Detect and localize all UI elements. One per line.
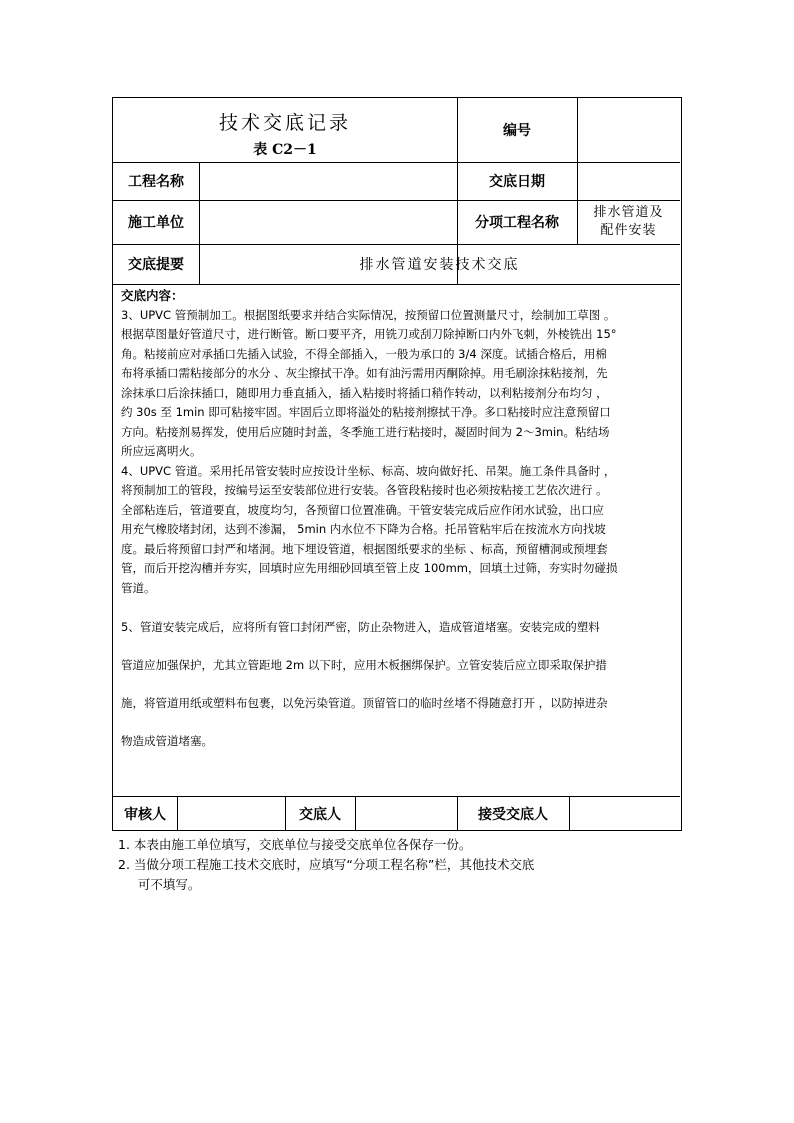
number-label: 编号 [503,123,531,139]
content-line: 施，将管道用纸或塑料布包裹，以免污染管道。顶留管口的临时丝堵不得随意打开 ，以防掉进杂 [121,696,608,710]
content-line: 3、UPVC 管预制加工。根据图纸要求并结合实际情况，按预留口位置测量尺寸，绘制加工草图 。 [121,307,616,322]
note-line: 1. 本表由施工单位填写，交底单位与接受交底单位各保存一份。 [118,837,472,852]
content-heading: 交底内容： [121,288,184,303]
content-line: 所应远离明火。 [121,444,202,458]
content-paragraphs-b [121,608,677,760]
disclosure-content [121,286,677,760]
sub-project-field[interactable] [577,200,680,244]
project-name-field[interactable] [199,162,457,200]
content-line: 布将承插口需粘接部分的水分 、灰尘擦拭干净。如有油污需用丙酮除掉。用毛刷涂抹粘接剂，先 [121,366,608,380]
form-title: 技术交底记录 [218,111,351,134]
content-line: 方向。粘接剂易挥发，使用后应随时封盖，冬季施工进行粘接时，凝固时间为 2～3min。粘结场 [121,424,610,439]
summary-field[interactable]: 排水管道安装技术交底 [359,257,520,273]
content-line: 用充气橡胶堵封闭，达到不渗漏， 5min 内水位不下降为合格。托吊管粘牢后在按流水方向找坡 [121,522,606,536]
receiver-label: 接受交底人 [478,806,548,823]
note-line: 2. 当做分项工程施工技术交底时，应填写“分项工程名称”栏，其他技术交底 [118,857,535,872]
reviewer-label: 审核人 [124,806,166,823]
content-line: 角。粘接前应对承插口先插入试验，不得全部插入，一般为承口的 3/4 深度。试插合格后，用棉 [121,346,607,361]
content-line: 4、UPVC 管道。采用托吊管安装时应按设计坐标、标高、坡向做好托、吊架。施工条件具备时 ， [121,463,616,478]
receiver-field[interactable] [569,796,680,831]
sub-project-label: 分项工程名称 [475,215,559,231]
form-notes [118,835,688,895]
discloser-label: 交底人 [299,806,341,823]
disclosure-date-label: 交底日期 [489,174,545,190]
sub-project-value-line: 配件安装 [600,223,657,238]
reviewer-field[interactable] [177,796,285,831]
content-line: 管道应加强保护，尤其立管距地 2m 以下时，应用木板捆绑保护。立管安装后应立即采取保护措 [121,658,607,672]
content-line: 约 30s 至 1min 即可粘接牢固。牢固后立即将溢处的粘接剂擦拭干净。多口粘接时应注意预留口 [121,405,611,419]
content-line: 涂抹承口后涂抹插口，随即用力垂直插入，插入粘接时将插口稍作转动，以利粘接剂分布均匀 ， [121,385,608,400]
content-line: 根据草图量好管道尺寸，进行断管。断口要平齐，用铣刀或刮刀除掉断口内外飞刺，外棱铣出 15° [121,327,617,341]
content-line: 度。最后将预留口封严和堵洞。地下埋设管道，根据图纸要求的坐标 、标高，预留槽洞或预埋套 [121,541,608,556]
content-line: 物造成管道堵塞。 [121,734,213,748]
row-divider [113,284,680,285]
project-name-label: 工程名称 [128,174,184,190]
construction-unit-field[interactable] [199,200,457,244]
disclosure-date-field[interactable] [577,162,680,200]
content-line: 管道。 [121,580,156,595]
sub-project-value-line: 排水管道及 [593,205,664,220]
content-line: 管，而后开挖沟槽并夯实，回填时应先用细砂回填至管上皮 100mm，回填土过筛，夯实时勿碰损 [121,561,618,575]
discloser-field[interactable] [355,796,457,831]
content-line: 5、管道安装完成后，应将所有管口封闭严密，防止杂物进入，造成管道堵塞。安装完成的塑料 [121,620,600,634]
content-line: 全部粘连后，管道要直，坡度均匀，各预留口位置准确。干管安装完成后应作闭水试验，出口应 [121,502,604,517]
content-paragraphs-a [121,306,677,599]
form-code: 表 C2－1 [253,142,317,158]
content-line: 将预制加工的管段，按编号运至安装部位进行安装。各管段粘接时也必须按粘接工艺依次进行 。 [121,483,608,497]
note-line: 可不填写。 [118,877,201,892]
disclosure-form [112,97,682,831]
construction-unit-label: 施工单位 [128,215,184,231]
summary-label: 交底提要 [128,257,184,273]
number-field[interactable] [577,98,680,162]
